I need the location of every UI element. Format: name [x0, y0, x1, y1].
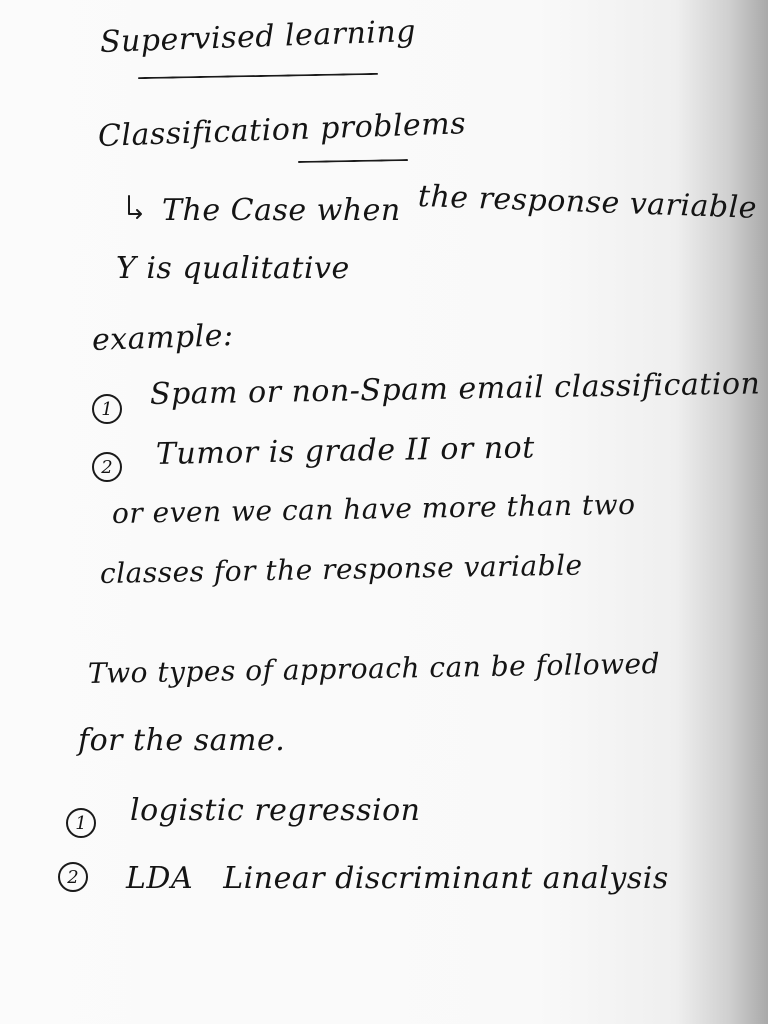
method-1-text: logistic regression — [130, 793, 421, 828]
approach-line-1: Two types of approach can be followed — [87, 647, 661, 690]
definition-line-1a: The Case when — [162, 193, 401, 228]
heading-underline — [298, 159, 408, 163]
title-underline — [138, 73, 378, 79]
method-1-number: 1 — [66, 808, 96, 838]
method-2-text: LDA Linear discriminant analysis — [126, 861, 669, 896]
example-2-text: Tumor is grade II or not — [155, 430, 536, 472]
arrow-icon — [126, 194, 144, 220]
extra-line-2: classes for the response variable — [99, 548, 583, 590]
section-heading: Classification problems — [97, 106, 467, 154]
extra-line-1: or even we can have more than two — [111, 487, 636, 530]
method-2-number: 2 — [58, 862, 88, 892]
example-1-number: 1 — [92, 394, 122, 424]
example-1-text: Spam or non-Spam email classification — [149, 366, 761, 412]
definition-line-2: Y is qualitative — [116, 251, 350, 286]
example-label: example: — [91, 318, 235, 358]
approach-line-2: for the same. — [78, 723, 286, 758]
page-title: Supervised learning — [99, 13, 417, 60]
definition-line-1b: the response variable — [417, 179, 758, 226]
example-2-number: 2 — [92, 452, 122, 482]
